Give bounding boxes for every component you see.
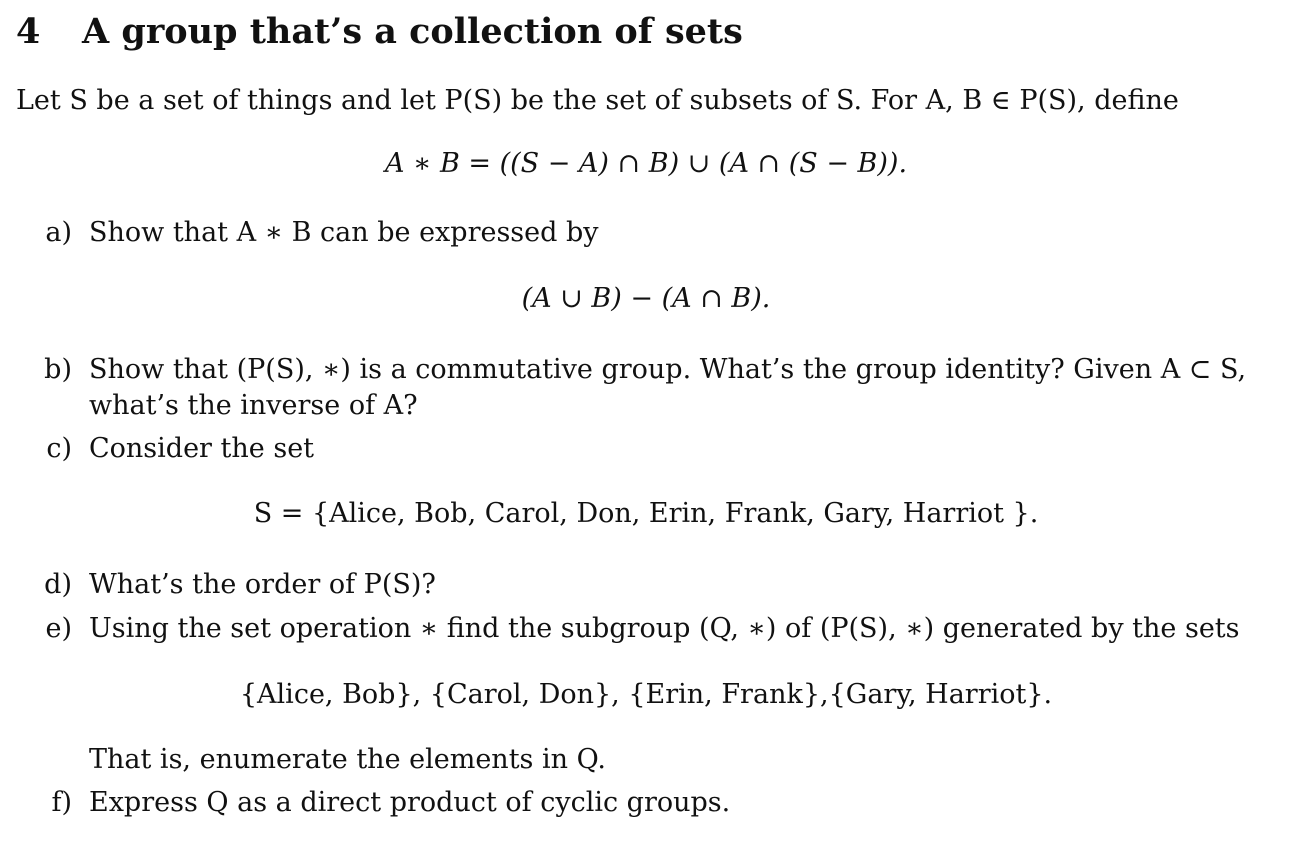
intro-text: Let S be a set of things and let P(S) be the set of subsets of S. For A, B ∈ P(S), define (16, 85, 1179, 116)
part-c-text: Consider the set (89, 433, 315, 464)
part-e-followup: That is, enumerate the elements in Q. (89, 744, 606, 775)
section-number: 4 (16, 11, 41, 52)
part-e-label: e) (45, 613, 72, 644)
part-e-text: Using the set operation ∗ find the subgroup (Q, ∗) of (P(S), ∗) generated by the sets (89, 613, 1240, 644)
part-b-line1: Show that (P(S), ∗) is a commutative group. What’s the group identity? Given A ⊂ S, (89, 354, 1247, 385)
part-c-label: c) (46, 433, 72, 464)
part-f-text: Express Q as a direct product of cyclic groups. (89, 787, 731, 818)
part-a-text: Show that A ∗ B can be expressed by (89, 217, 599, 248)
part-d-text: What’s the order of P(S)? (89, 569, 436, 600)
part-a-label: a) (45, 217, 72, 248)
part-c-equation: S = {Alice, Bob, Carol, Don, Erin, Frank, Gary, Harriot }. (253, 498, 1039, 529)
intro-equation: A ∗ B = ((S − A) ∩ B) ∪ (A ∩ (S − B)). (384, 148, 908, 179)
part-f-label: f) (51, 787, 72, 818)
part-e-equation: {Alice, Bob}, {Carol, Don}, {Erin, Frank},{Gary, Harriot}. (239, 679, 1053, 710)
section-title: A group that’s a collection of sets (82, 11, 743, 52)
part-b-label: b) (44, 354, 72, 385)
part-b-line2: what’s the inverse of A? (89, 390, 418, 421)
part-d-label: d) (44, 569, 72, 600)
part-a-equation: (A ∪ B) − (A ∩ B). (521, 283, 771, 314)
